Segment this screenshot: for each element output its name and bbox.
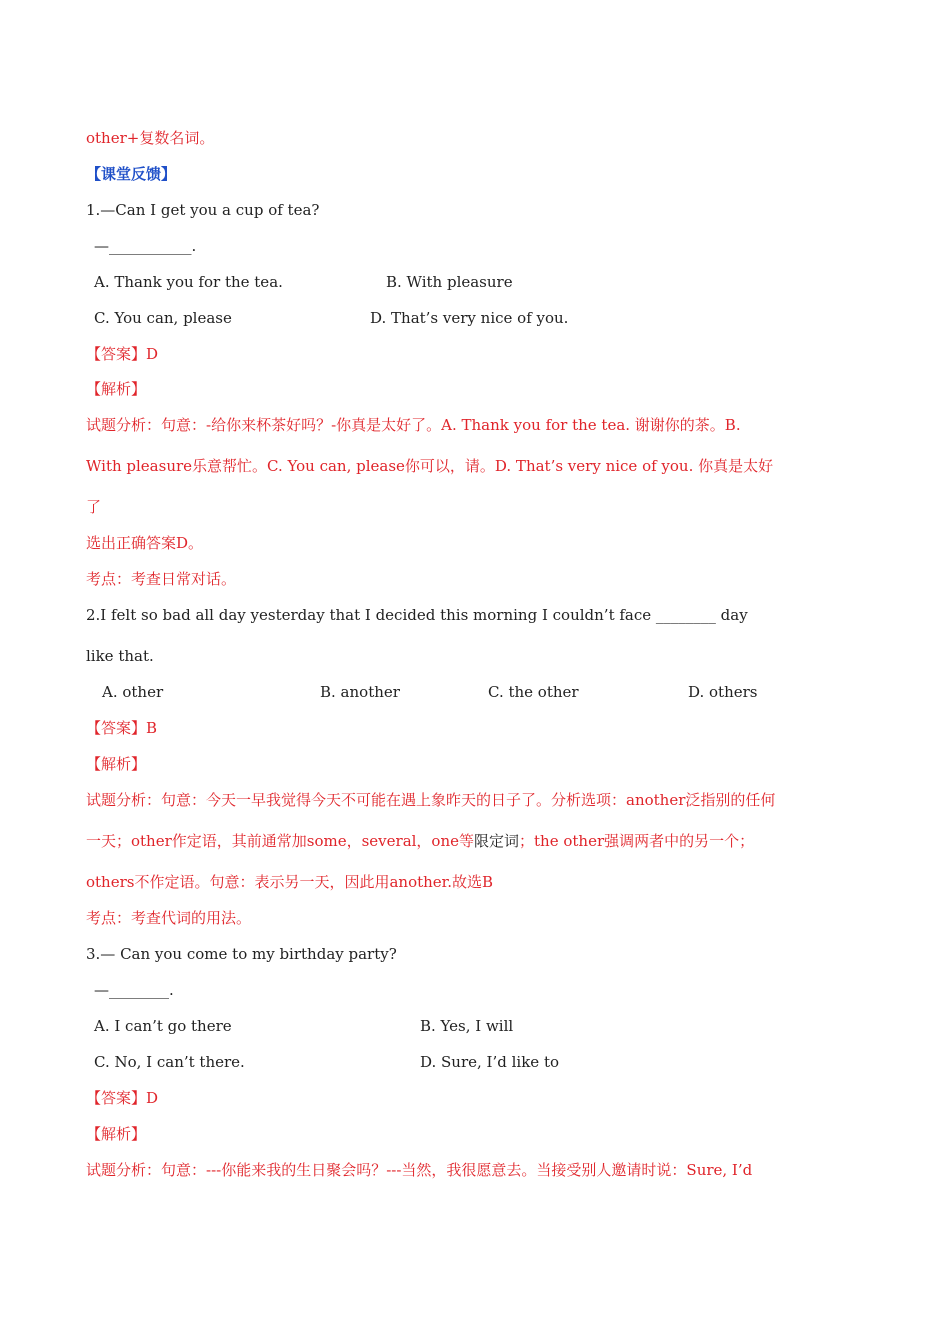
q3-option-c: C. No, I can’t there. — [94, 1053, 245, 1071]
q1-option-d: D. That’s very nice of you. — [370, 309, 569, 327]
q2-explanation-line-1: 试题分析：句意：今天一早我觉得今天不可能在遇上象昨天的日子了。分析选项：another泛指别的任何 — [86, 791, 776, 809]
section-title: 【课堂反馈】 — [86, 165, 177, 183]
q2-explanation-line-2c: ；the other强调两者中的另一个； — [519, 832, 755, 850]
q3-analysis-label: 【解析】 — [86, 1125, 147, 1143]
q1-explanation-line-3: 了 — [86, 498, 102, 516]
intro-line: other+复数名词。 — [86, 129, 215, 147]
q2-answer-value: B — [146, 719, 158, 737]
q1-blank: —___________. — [94, 237, 197, 255]
q2-explanation-line-2b: 限定词 — [474, 832, 520, 850]
q2-point: 考点：考查代词的用法。 — [86, 909, 252, 927]
q2-explanation-line-3: others不作定语。句意：表示另一天，因此用another.故选B — [86, 873, 493, 891]
q2-analysis-label: 【解析】 — [86, 755, 147, 773]
q2-explanation-line-2 — [86, 831, 754, 851]
q2-explanation-line-2a: 一天；other作定语，其前通常加some，several，one等 — [86, 832, 475, 850]
q1-point: 考点：考查日常对话。 — [86, 570, 237, 588]
q2-option-b: B. another — [320, 683, 400, 701]
q1-answer-value: D — [146, 345, 159, 363]
q2-answer — [86, 718, 157, 738]
q2-option-c: C. the other — [488, 683, 579, 701]
q3-answer-value: D — [146, 1089, 159, 1107]
q1-answer — [86, 344, 158, 364]
q3-answer — [86, 1088, 158, 1108]
answer-label: 【答案】 — [86, 345, 147, 363]
q3-option-d: D. Sure, I’d like to — [420, 1053, 559, 1071]
q1-option-b: B. With pleasure — [386, 273, 513, 291]
q1-option-a: A. Thank you for the tea. — [94, 273, 283, 291]
q1-explanation-line-4: 选出正确答案D。 — [86, 534, 204, 552]
answer-label: 【答案】 — [86, 719, 147, 737]
q1-analysis-label: 【解析】 — [86, 380, 147, 398]
q3-option-a: A. I can’t go there — [94, 1017, 232, 1035]
q3-explanation-line-1: 试题分析：句意：---你能来我的生日聚会吗？---当然，我很愿意去。当接受别人邀请时说：Sure, I’d — [86, 1161, 753, 1179]
q2-stem-line-2: like that. — [86, 647, 154, 665]
q2-stem-line-1: 2.I felt so bad all day yesterday that I decided this morning I couldn’t face ________ day — [86, 606, 748, 624]
q1-explanation-line-1: 试题分析：句意：-给你来杯茶好吗？-你真是太好了。A. Thank you for the tea. 谢谢你的茶。B. — [86, 416, 741, 434]
q1-explanation-line-2: With pleasure乐意帮忙。C. You can, please你可以，请。D. That’s very nice of you. 你真是太好 — [86, 457, 774, 475]
q1-option-c: C. You can, please — [94, 309, 232, 327]
q1-stem: 1.—Can I get you a cup of tea? — [86, 201, 320, 219]
q3-blank: —________. — [94, 981, 174, 999]
q2-option-d: D. others — [688, 683, 758, 701]
q3-option-b: B. Yes, I will — [420, 1017, 514, 1035]
q3-stem: 3.— Can you come to my birthday party? — [86, 945, 397, 963]
answer-label: 【答案】 — [86, 1089, 147, 1107]
q2-option-a: A. other — [102, 683, 164, 701]
